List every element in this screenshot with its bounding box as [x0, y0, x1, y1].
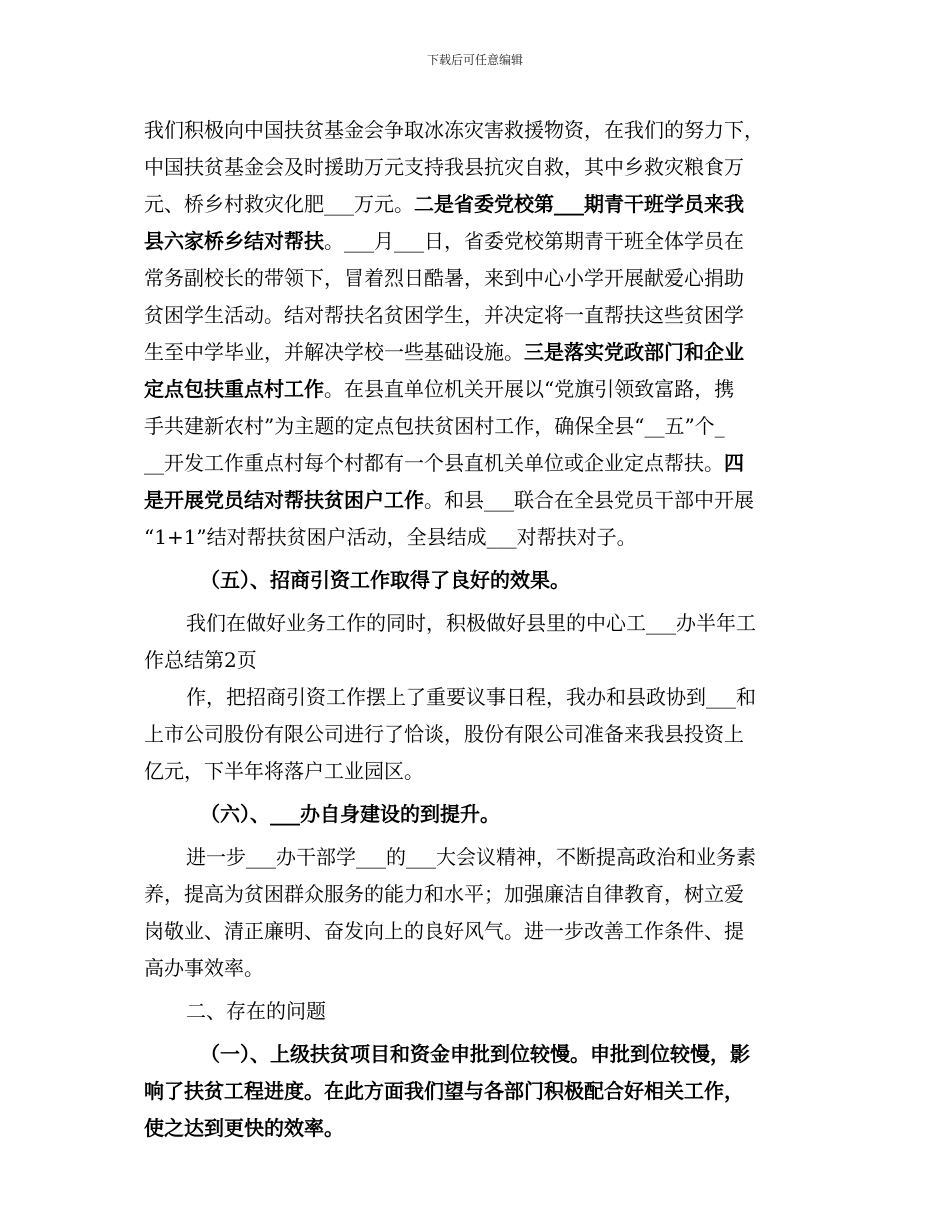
text-line: 亿元，下半年将落户工业园区。: [144, 759, 424, 783]
text-line: [144, 186, 812, 223]
text-line: “1+1”结对帮扶贫困户活动，全县结成___对帮扶对子。: [144, 525, 637, 549]
text-line: [144, 482, 812, 519]
bold-text: 响了扶贫工程进度。在此方面我们望与各部门积极配合好相关工作，: [144, 1079, 744, 1103]
bold-heading-span: 是开展党员结对帮扶贫困户工作: [144, 488, 424, 512]
text-span: 。和县___联合在全县党员干部中开展: [424, 488, 754, 512]
heading-text: （五）、招商引资工作取得了良好的效果。: [200, 568, 570, 592]
text-span: 生至中学毕业，并解决学校一些基础设施。: [144, 340, 524, 364]
text-line: 作总结第2页: [144, 648, 257, 672]
bold-heading-span: 三是落实党政部门和企业: [524, 340, 744, 364]
header-note: 下载后可任意编辑: [426, 53, 523, 67]
text-line: 常务副校长的带领下，冒着烈日酷暑，来到中心小学开展献爱心捐助: [144, 266, 744, 290]
paragraph-investment: [144, 605, 812, 790]
text-span: 。___月___日，省委党校第期青干班全体学员在: [324, 229, 744, 253]
text-line: 贫困学生活动。结对帮扶名贫困学生，并决定将一直帮扶这些贫困学: [144, 303, 744, 327]
section-heading-5: [144, 562, 812, 599]
text-line: 我们在做好业务工作的同时，积极做好县里的中心工___办半年工: [186, 611, 756, 635]
text-line: [144, 1036, 812, 1073]
bold-text: （一）、上级扶贫项目和资金申批到位较慢。申批到位较慢，影: [200, 1042, 750, 1066]
text-line: [144, 223, 812, 260]
paragraph-self-building: [144, 839, 812, 987]
text-line: 高办事效率。: [144, 956, 264, 980]
text-line: 进一步___办干部学___的___大会议精神，不断提高政治和业务素: [186, 845, 756, 869]
text-line: 岗敬业、清正廉明、奋发向上的良好风气。进一步改善工作条件、提: [144, 919, 744, 943]
text-line: [144, 1110, 812, 1147]
bold-text: 使之达到更快的效率。: [144, 1116, 344, 1140]
text-line: 养，提高为贫困群众服务的能力和水平；加强廉洁自律教育，树立爱: [144, 882, 744, 906]
text-line: 中国扶贫基金会及时援助万元支持我县抗灾自救，其中乡救灾粮食万: [144, 155, 744, 179]
text-line: 上市公司股份有限公司进行了恰谈，股份有限公司准备来我县投资上: [144, 722, 744, 746]
bold-heading-span: 定点包扶重点村工作: [144, 377, 324, 401]
heading-text: （六）、___办自身建设的到提升。: [200, 802, 500, 826]
text-line: 我们积极向中国扶贫基金会争取冰冻灾害救援物资，在我们的努力下，: [144, 118, 764, 142]
text-span: 元、桥乡村救灾化肥___万元。: [144, 192, 414, 216]
bold-heading-span: 县六家桥乡结对帮扶: [144, 229, 324, 253]
section-heading-6: [144, 796, 812, 833]
text-span: 。在县直单位机关开展以“党旗引领致富路，携: [324, 377, 735, 401]
section-heading-problems: 二、存在的问题: [186, 999, 326, 1023]
text-line: 手共建新农村”为主题的定点包扶贫困村工作，确保全县“__五”个_: [144, 414, 725, 438]
text-span: __开发工作重点村每个村都有一个县直机关单位或企业定点帮扶。: [144, 451, 724, 475]
text-line: [144, 1073, 812, 1110]
text-line: 作，把招商引资工作摆上了重要议事日程，我办和县政协到___和: [186, 685, 756, 709]
paragraph-problems: [144, 1036, 812, 1147]
document-body: [144, 112, 812, 1147]
text-line: [144, 371, 812, 408]
bold-heading-span: 二是省委党校第___期青干班学员来我: [414, 192, 744, 216]
paragraph-poverty-aid: [144, 112, 812, 556]
text-line: [144, 445, 812, 482]
text-line: [144, 334, 812, 371]
bold-heading-span: 四: [724, 451, 744, 475]
